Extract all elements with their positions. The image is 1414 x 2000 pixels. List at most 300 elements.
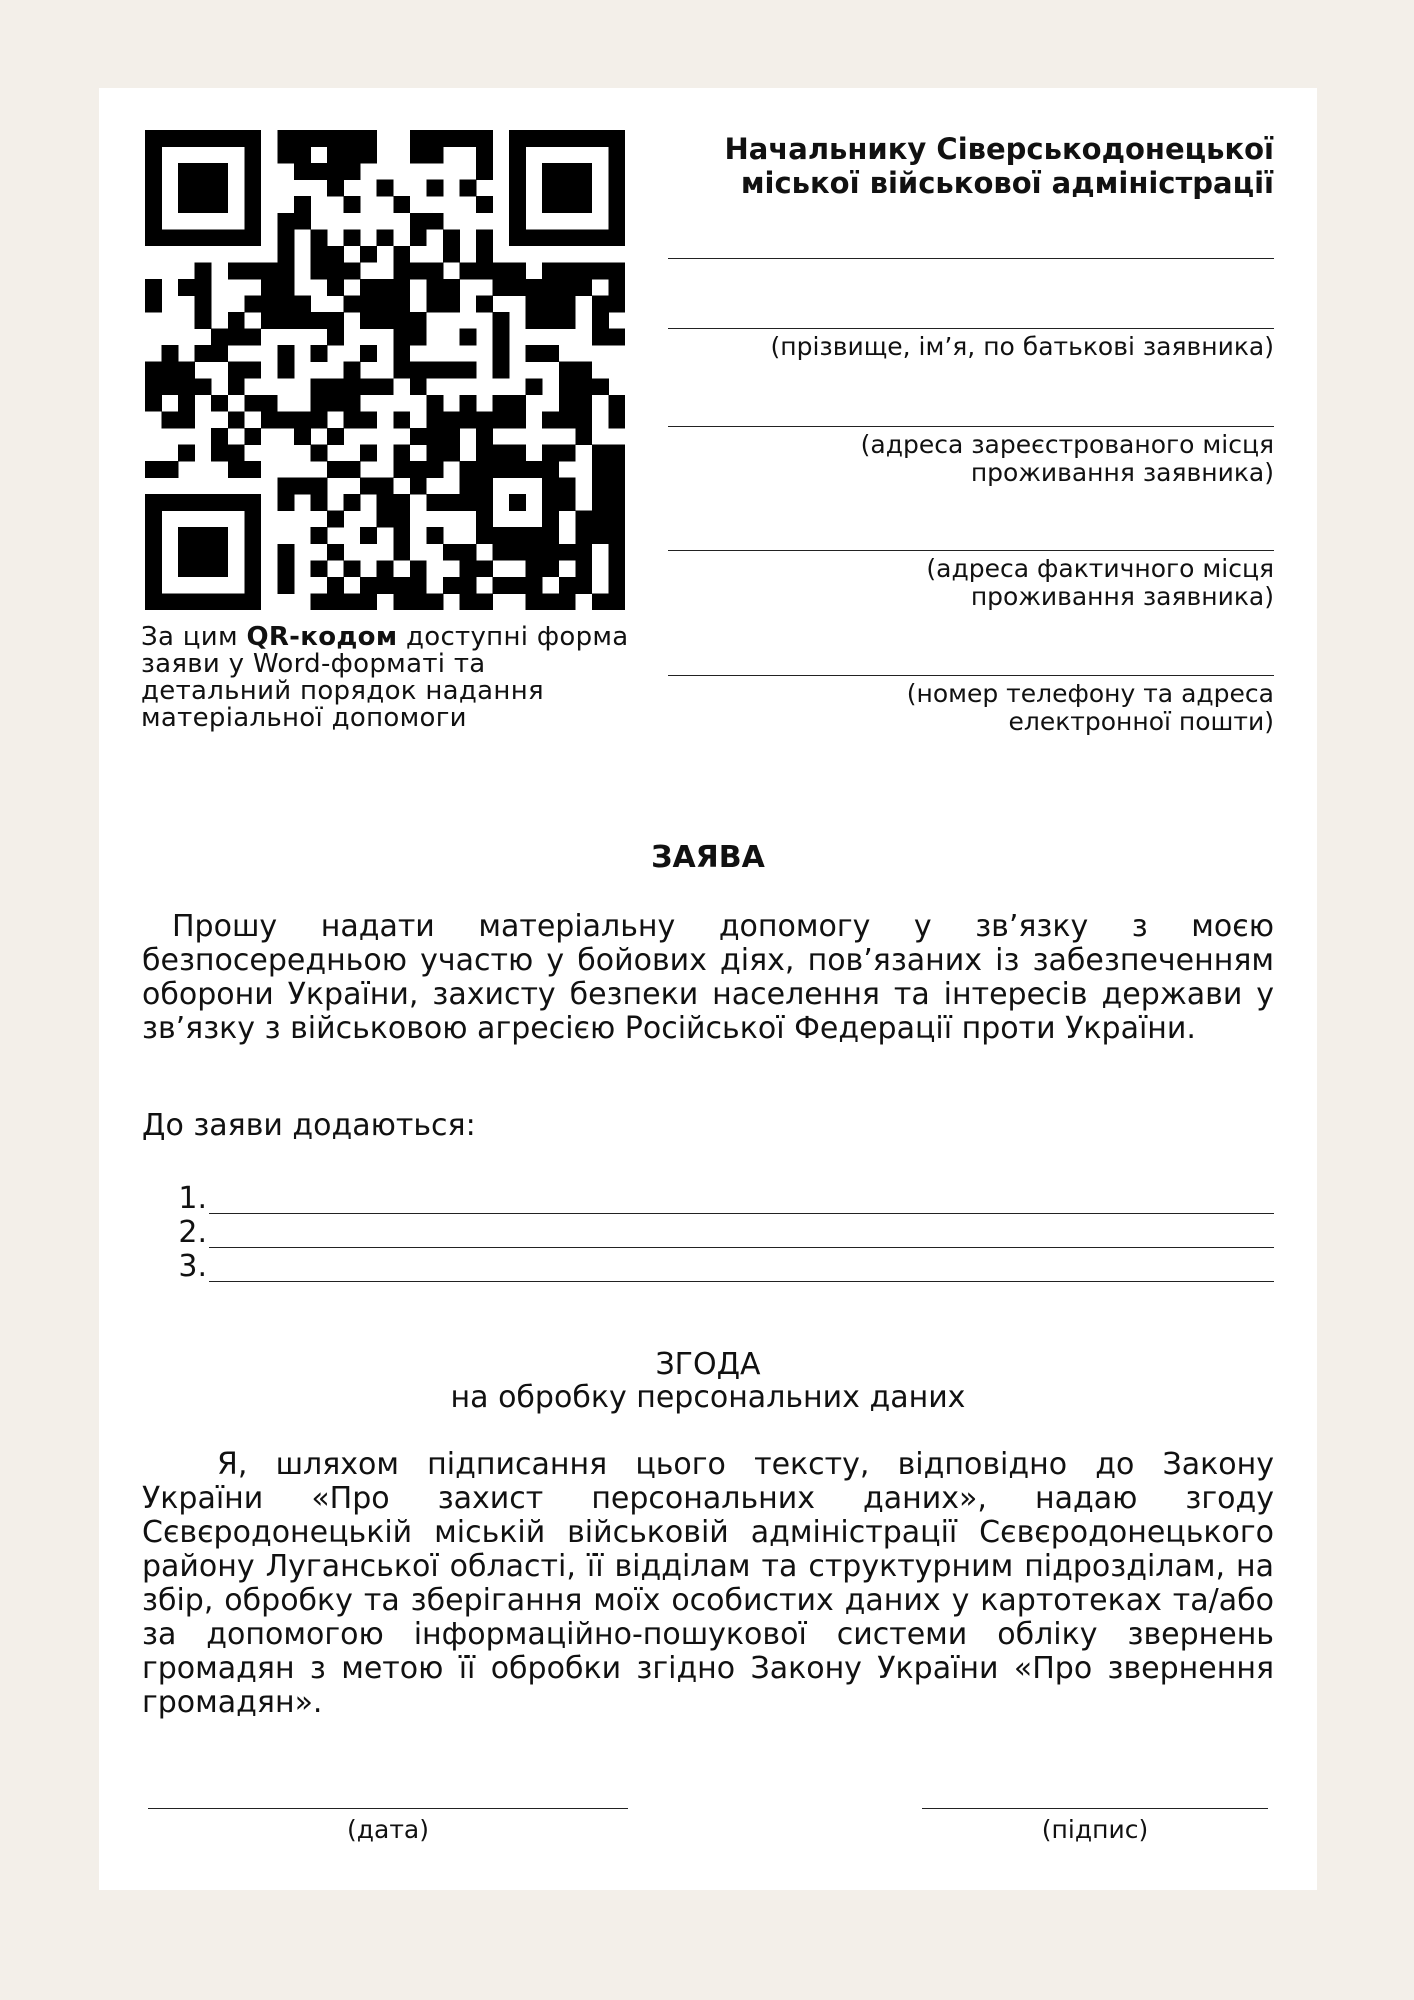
qr-module bbox=[162, 345, 179, 362]
qr-module bbox=[542, 312, 559, 329]
qr-module bbox=[311, 163, 328, 180]
applicant-field-blank[interactable] bbox=[666, 258, 1274, 259]
addressee-line-1: Начальнику Сіверськодонецької bbox=[724, 132, 1274, 166]
qr-module bbox=[377, 279, 394, 296]
qr-module bbox=[476, 411, 493, 428]
qr-module bbox=[294, 296, 311, 313]
qr-module bbox=[178, 378, 195, 395]
qr-module bbox=[195, 527, 212, 544]
qr-module bbox=[377, 378, 394, 395]
actual-address-field[interactable] bbox=[666, 550, 1274, 611]
qr-module bbox=[443, 246, 460, 263]
qr-module bbox=[311, 560, 328, 577]
qr-module bbox=[509, 494, 526, 511]
qr-module bbox=[277, 246, 294, 263]
attachment-number: 2. bbox=[178, 1215, 207, 1250]
qr-module bbox=[559, 262, 576, 279]
qr-module bbox=[542, 511, 559, 528]
qr-module bbox=[145, 511, 162, 528]
qr-module bbox=[509, 130, 526, 147]
qr-module bbox=[459, 461, 476, 478]
qr-module bbox=[592, 593, 609, 610]
qr-module bbox=[311, 345, 328, 362]
qr-module bbox=[410, 362, 427, 379]
qr-module bbox=[476, 196, 493, 213]
qr-module bbox=[426, 494, 443, 511]
qr-module bbox=[426, 279, 443, 296]
qr-module bbox=[542, 494, 559, 511]
qr-module bbox=[575, 560, 592, 577]
qr-module bbox=[542, 593, 559, 610]
qr-module bbox=[178, 411, 195, 428]
qr-module bbox=[426, 147, 443, 164]
qr-module bbox=[228, 329, 245, 346]
qr-module bbox=[410, 229, 427, 246]
statement-body: Прошу надати матеріальну допомогу у зв’язку з моєю безпосередньою участю у бойових діях, пов’язаних із забезпеченням оборони України, захисту безпеки населення та інтересів держави у зв’язку з військовою агресією Російської Федерації проти України. bbox=[142, 909, 1274, 1046]
qr-module bbox=[393, 527, 410, 544]
qr-module bbox=[277, 362, 294, 379]
qr-module bbox=[277, 312, 294, 329]
qr-module bbox=[360, 312, 377, 329]
qr-module bbox=[493, 279, 510, 296]
qr-module bbox=[145, 544, 162, 561]
qr-module bbox=[575, 180, 592, 197]
qr-module bbox=[294, 478, 311, 495]
qr-module bbox=[211, 180, 228, 197]
qr-module bbox=[360, 296, 377, 313]
qr-module bbox=[443, 544, 460, 561]
qr-module bbox=[393, 329, 410, 346]
qr-module bbox=[509, 527, 526, 544]
field-hint: (адреса фактичного місця проживання заявника) bbox=[926, 554, 1274, 611]
qr-module bbox=[608, 180, 625, 197]
qr-module bbox=[476, 444, 493, 461]
qr-module bbox=[592, 527, 609, 544]
qr-module bbox=[228, 262, 245, 279]
qr-module bbox=[162, 461, 179, 478]
qr-module bbox=[327, 378, 344, 395]
qr-module bbox=[277, 229, 294, 246]
qr-module bbox=[228, 593, 245, 610]
qr-module bbox=[608, 527, 625, 544]
application-form-page bbox=[99, 88, 1317, 1890]
qr-module bbox=[228, 362, 245, 379]
qr-module bbox=[476, 296, 493, 313]
qr-module bbox=[410, 130, 427, 147]
qr-module bbox=[244, 395, 261, 412]
qr-module bbox=[443, 494, 460, 511]
qr-module bbox=[327, 246, 344, 263]
qr-module bbox=[559, 279, 576, 296]
qr-module bbox=[542, 163, 559, 180]
qr-module bbox=[476, 478, 493, 495]
qr-module bbox=[344, 494, 361, 511]
qr-module bbox=[493, 262, 510, 279]
fill-line bbox=[668, 426, 1274, 427]
qr-module bbox=[608, 577, 625, 594]
qr-module bbox=[410, 262, 427, 279]
qr-module bbox=[360, 246, 377, 263]
qr-module bbox=[178, 544, 195, 561]
qr-module bbox=[410, 478, 427, 495]
qr-module bbox=[608, 411, 625, 428]
qr-module bbox=[360, 444, 377, 461]
qr-module bbox=[559, 196, 576, 213]
qr-module bbox=[575, 163, 592, 180]
qr-module bbox=[244, 196, 261, 213]
qr-module bbox=[459, 329, 476, 346]
qr-module bbox=[592, 478, 609, 495]
qr-module bbox=[344, 147, 361, 164]
addressee-line-2: міської військової адміністрації bbox=[740, 166, 1274, 200]
qr-module bbox=[426, 395, 443, 412]
qr-module bbox=[162, 130, 179, 147]
qr-module bbox=[608, 196, 625, 213]
qr-module bbox=[526, 312, 543, 329]
qr-module bbox=[493, 544, 510, 561]
qr-module bbox=[327, 577, 344, 594]
qr-module bbox=[311, 494, 328, 511]
qr-module bbox=[377, 494, 394, 511]
consent-title: ЗГОДА bbox=[655, 1347, 761, 1382]
qr-module bbox=[426, 428, 443, 445]
qr-module bbox=[195, 378, 212, 395]
signature-field[interactable] bbox=[922, 1808, 1268, 1844]
qr-module bbox=[542, 130, 559, 147]
qr-module bbox=[393, 593, 410, 610]
qr-module bbox=[426, 296, 443, 313]
qr-module bbox=[426, 461, 443, 478]
field-hint: (адреса зареєстрованого місця проживання заявника) bbox=[860, 430, 1274, 487]
qr-module bbox=[327, 130, 344, 147]
qr-code[interactable] bbox=[145, 130, 625, 610]
qr-module bbox=[244, 511, 261, 528]
qr-module bbox=[393, 461, 410, 478]
qr-module bbox=[344, 130, 361, 147]
qr-module bbox=[393, 577, 410, 594]
qr-module bbox=[575, 196, 592, 213]
qr-module bbox=[608, 130, 625, 147]
qr-module bbox=[459, 544, 476, 561]
qr-module bbox=[277, 494, 294, 511]
qr-module bbox=[277, 130, 294, 147]
qr-module bbox=[459, 180, 476, 197]
qr-module bbox=[277, 560, 294, 577]
qr-module bbox=[195, 560, 212, 577]
qr-module bbox=[178, 130, 195, 147]
qr-module bbox=[327, 312, 344, 329]
qr-module bbox=[344, 411, 361, 428]
qr-module bbox=[608, 279, 625, 296]
qr-module bbox=[459, 494, 476, 511]
qr-module bbox=[244, 527, 261, 544]
qr-module bbox=[575, 229, 592, 246]
field-hint: (номер телефону та адреса електронної пошти) bbox=[906, 679, 1274, 736]
qr-module bbox=[244, 163, 261, 180]
qr-module bbox=[542, 544, 559, 561]
qr-module bbox=[608, 511, 625, 528]
qr-module bbox=[459, 560, 476, 577]
qr-module bbox=[410, 428, 427, 445]
qr-module bbox=[393, 444, 410, 461]
qr-module bbox=[559, 130, 576, 147]
qr-module bbox=[509, 213, 526, 230]
qr-module bbox=[277, 262, 294, 279]
qr-module bbox=[228, 444, 245, 461]
qr-module bbox=[393, 196, 410, 213]
qr-module bbox=[162, 411, 179, 428]
qr-module bbox=[575, 527, 592, 544]
qr-module bbox=[459, 577, 476, 594]
qr-module bbox=[393, 279, 410, 296]
qr-module bbox=[592, 444, 609, 461]
qr-module bbox=[327, 544, 344, 561]
applicant-name-field[interactable] bbox=[666, 328, 1274, 361]
qr-module bbox=[493, 362, 510, 379]
qr-module bbox=[459, 362, 476, 379]
qr-module bbox=[377, 180, 394, 197]
qr-module bbox=[493, 329, 510, 346]
qr-module bbox=[509, 163, 526, 180]
qr-module bbox=[476, 461, 493, 478]
qr-module bbox=[360, 345, 377, 362]
qr-module bbox=[410, 560, 427, 577]
qr-module bbox=[526, 577, 543, 594]
qr-module bbox=[493, 527, 510, 544]
qr-module bbox=[195, 279, 212, 296]
qr-module bbox=[608, 444, 625, 461]
qr-code-image bbox=[145, 130, 625, 610]
qr-module bbox=[294, 213, 311, 230]
registered-address-field[interactable] bbox=[666, 426, 1274, 487]
qr-module bbox=[542, 196, 559, 213]
qr-module bbox=[244, 560, 261, 577]
consent-body: Я, шляхом підписання цього тексту, відповідно до Закону України «Про захист персональних даних», надаю згоду Сєвєродонецькій міській військовій адміністрації Сєвєродонецького району Луганської області, її відділам та структурним підрозділам, на збір, обробку та зберігання моїх особистих даних у картотеках та/або за допомогою інформаційно-пошукової системи обліку звернень громадян з метою її обробки згідно Закону України «Про звернення громадян». bbox=[142, 1447, 1274, 1720]
date-signature-field[interactable] bbox=[148, 1808, 628, 1844]
qr-module bbox=[542, 411, 559, 428]
qr-module bbox=[592, 312, 609, 329]
qr-module bbox=[592, 229, 609, 246]
qr-module bbox=[311, 444, 328, 461]
qr-module bbox=[575, 511, 592, 528]
qr-module bbox=[509, 444, 526, 461]
qr-module bbox=[509, 577, 526, 594]
qr-module bbox=[211, 494, 228, 511]
qr-module bbox=[178, 362, 195, 379]
qr-module bbox=[195, 296, 212, 313]
qr-module bbox=[559, 395, 576, 412]
qr-module bbox=[244, 147, 261, 164]
qr-module bbox=[228, 312, 245, 329]
qr-module bbox=[228, 411, 245, 428]
qr-module bbox=[277, 577, 294, 594]
qr-module bbox=[559, 494, 576, 511]
qr-module bbox=[393, 262, 410, 279]
attachment-item[interactable] bbox=[159, 1216, 1274, 1250]
qr-module bbox=[459, 395, 476, 412]
qr-module bbox=[575, 544, 592, 561]
qr-module bbox=[526, 378, 543, 395]
qr-module bbox=[393, 411, 410, 428]
qr-module bbox=[244, 229, 261, 246]
qr-module bbox=[145, 378, 162, 395]
qr-module bbox=[377, 560, 394, 577]
qr-module bbox=[277, 411, 294, 428]
qr-module bbox=[311, 527, 328, 544]
qr-module bbox=[211, 395, 228, 412]
qr-module bbox=[493, 577, 510, 594]
qr-module bbox=[575, 362, 592, 379]
qr-module bbox=[608, 461, 625, 478]
qr-module bbox=[393, 362, 410, 379]
qr-module bbox=[459, 411, 476, 428]
qr-module bbox=[608, 296, 625, 313]
qr-module bbox=[575, 411, 592, 428]
qr-module bbox=[542, 478, 559, 495]
qr-module bbox=[476, 593, 493, 610]
qr-module bbox=[559, 362, 576, 379]
field-hint: (прізвище, ім’я, по батькові заявника) bbox=[770, 332, 1274, 361]
addressee-block bbox=[634, 132, 1274, 200]
qr-caption: За цим QR-кодом доступні форма заяви у Word-форматі та детальний порядок надання матеріальної допомоги bbox=[141, 622, 629, 733]
date-caption: (дата) bbox=[347, 1815, 429, 1844]
qr-module bbox=[327, 279, 344, 296]
qr-module bbox=[145, 560, 162, 577]
qr-module bbox=[476, 163, 493, 180]
qr-module bbox=[476, 246, 493, 263]
qr-module bbox=[195, 163, 212, 180]
qr-module bbox=[178, 229, 195, 246]
qr-module bbox=[542, 262, 559, 279]
attachment-item[interactable] bbox=[159, 1182, 1274, 1216]
qr-module bbox=[509, 544, 526, 561]
fill-line bbox=[668, 258, 1274, 259]
qr-module bbox=[526, 544, 543, 561]
qr-module bbox=[443, 444, 460, 461]
qr-module bbox=[311, 312, 328, 329]
qr-module bbox=[327, 461, 344, 478]
qr-module bbox=[575, 262, 592, 279]
qr-module bbox=[195, 593, 212, 610]
qr-module bbox=[360, 378, 377, 395]
qr-module bbox=[145, 593, 162, 610]
qr-module bbox=[178, 444, 195, 461]
qr-module bbox=[360, 593, 377, 610]
qr-module bbox=[592, 378, 609, 395]
qr-module bbox=[559, 378, 576, 395]
qr-module bbox=[178, 593, 195, 610]
signature-caption: (підпис) bbox=[1041, 1815, 1149, 1844]
qr-module bbox=[277, 345, 294, 362]
contacts-field[interactable] bbox=[666, 675, 1274, 736]
qr-module bbox=[145, 461, 162, 478]
qr-module bbox=[360, 577, 377, 594]
qr-module bbox=[344, 461, 361, 478]
qr-module bbox=[195, 262, 212, 279]
qr-module bbox=[311, 478, 328, 495]
qr-module bbox=[542, 296, 559, 313]
qr-module bbox=[327, 147, 344, 164]
qr-module bbox=[476, 560, 493, 577]
qr-module bbox=[542, 461, 559, 478]
qr-module bbox=[410, 378, 427, 395]
qr-module bbox=[559, 411, 576, 428]
qr-module bbox=[277, 279, 294, 296]
qr-module bbox=[195, 494, 212, 511]
attachment-number: 1. bbox=[178, 1181, 207, 1216]
qr-module bbox=[145, 180, 162, 197]
fill-line bbox=[668, 550, 1274, 551]
qr-module bbox=[344, 593, 361, 610]
qr-module bbox=[459, 130, 476, 147]
qr-module bbox=[344, 362, 361, 379]
qr-module bbox=[294, 163, 311, 180]
qr-module bbox=[493, 444, 510, 461]
qr-module bbox=[377, 511, 394, 528]
qr-module bbox=[393, 246, 410, 263]
qr-module bbox=[145, 527, 162, 544]
qr-module bbox=[145, 130, 162, 147]
qr-module bbox=[211, 163, 228, 180]
qr-module bbox=[162, 494, 179, 511]
qr-module bbox=[211, 444, 228, 461]
qr-module bbox=[592, 511, 609, 528]
qr-module bbox=[476, 511, 493, 528]
qr-module bbox=[211, 544, 228, 561]
qr-module bbox=[195, 229, 212, 246]
qr-module bbox=[277, 147, 294, 164]
qr-module bbox=[211, 229, 228, 246]
qr-module bbox=[178, 560, 195, 577]
qr-module bbox=[493, 345, 510, 362]
qr-module bbox=[277, 213, 294, 230]
qr-module bbox=[311, 411, 328, 428]
qr-module bbox=[377, 229, 394, 246]
qr-module bbox=[277, 296, 294, 313]
qr-module bbox=[608, 544, 625, 561]
qr-module bbox=[410, 577, 427, 594]
qr-module bbox=[211, 428, 228, 445]
qr-module bbox=[410, 147, 427, 164]
qr-module bbox=[360, 478, 377, 495]
qr-module bbox=[178, 196, 195, 213]
qr-module bbox=[377, 577, 394, 594]
qr-module bbox=[526, 345, 543, 362]
qr-module bbox=[493, 312, 510, 329]
qr-module bbox=[526, 229, 543, 246]
qr-module bbox=[592, 296, 609, 313]
qr-module bbox=[509, 262, 526, 279]
qr-module bbox=[608, 560, 625, 577]
qr-module bbox=[344, 296, 361, 313]
qr-module bbox=[493, 395, 510, 412]
qr-module bbox=[244, 180, 261, 197]
qr-module bbox=[509, 229, 526, 246]
qr-module bbox=[575, 428, 592, 445]
qr-module bbox=[195, 312, 212, 329]
attachment-item[interactable] bbox=[159, 1250, 1274, 1284]
qr-module bbox=[608, 163, 625, 180]
qr-module bbox=[542, 527, 559, 544]
qr-module bbox=[311, 229, 328, 246]
qr-module bbox=[509, 461, 526, 478]
qr-module bbox=[476, 130, 493, 147]
qr-module bbox=[145, 362, 162, 379]
qr-module bbox=[426, 444, 443, 461]
qr-module bbox=[195, 345, 212, 362]
qr-module bbox=[211, 593, 228, 610]
qr-module bbox=[426, 180, 443, 197]
